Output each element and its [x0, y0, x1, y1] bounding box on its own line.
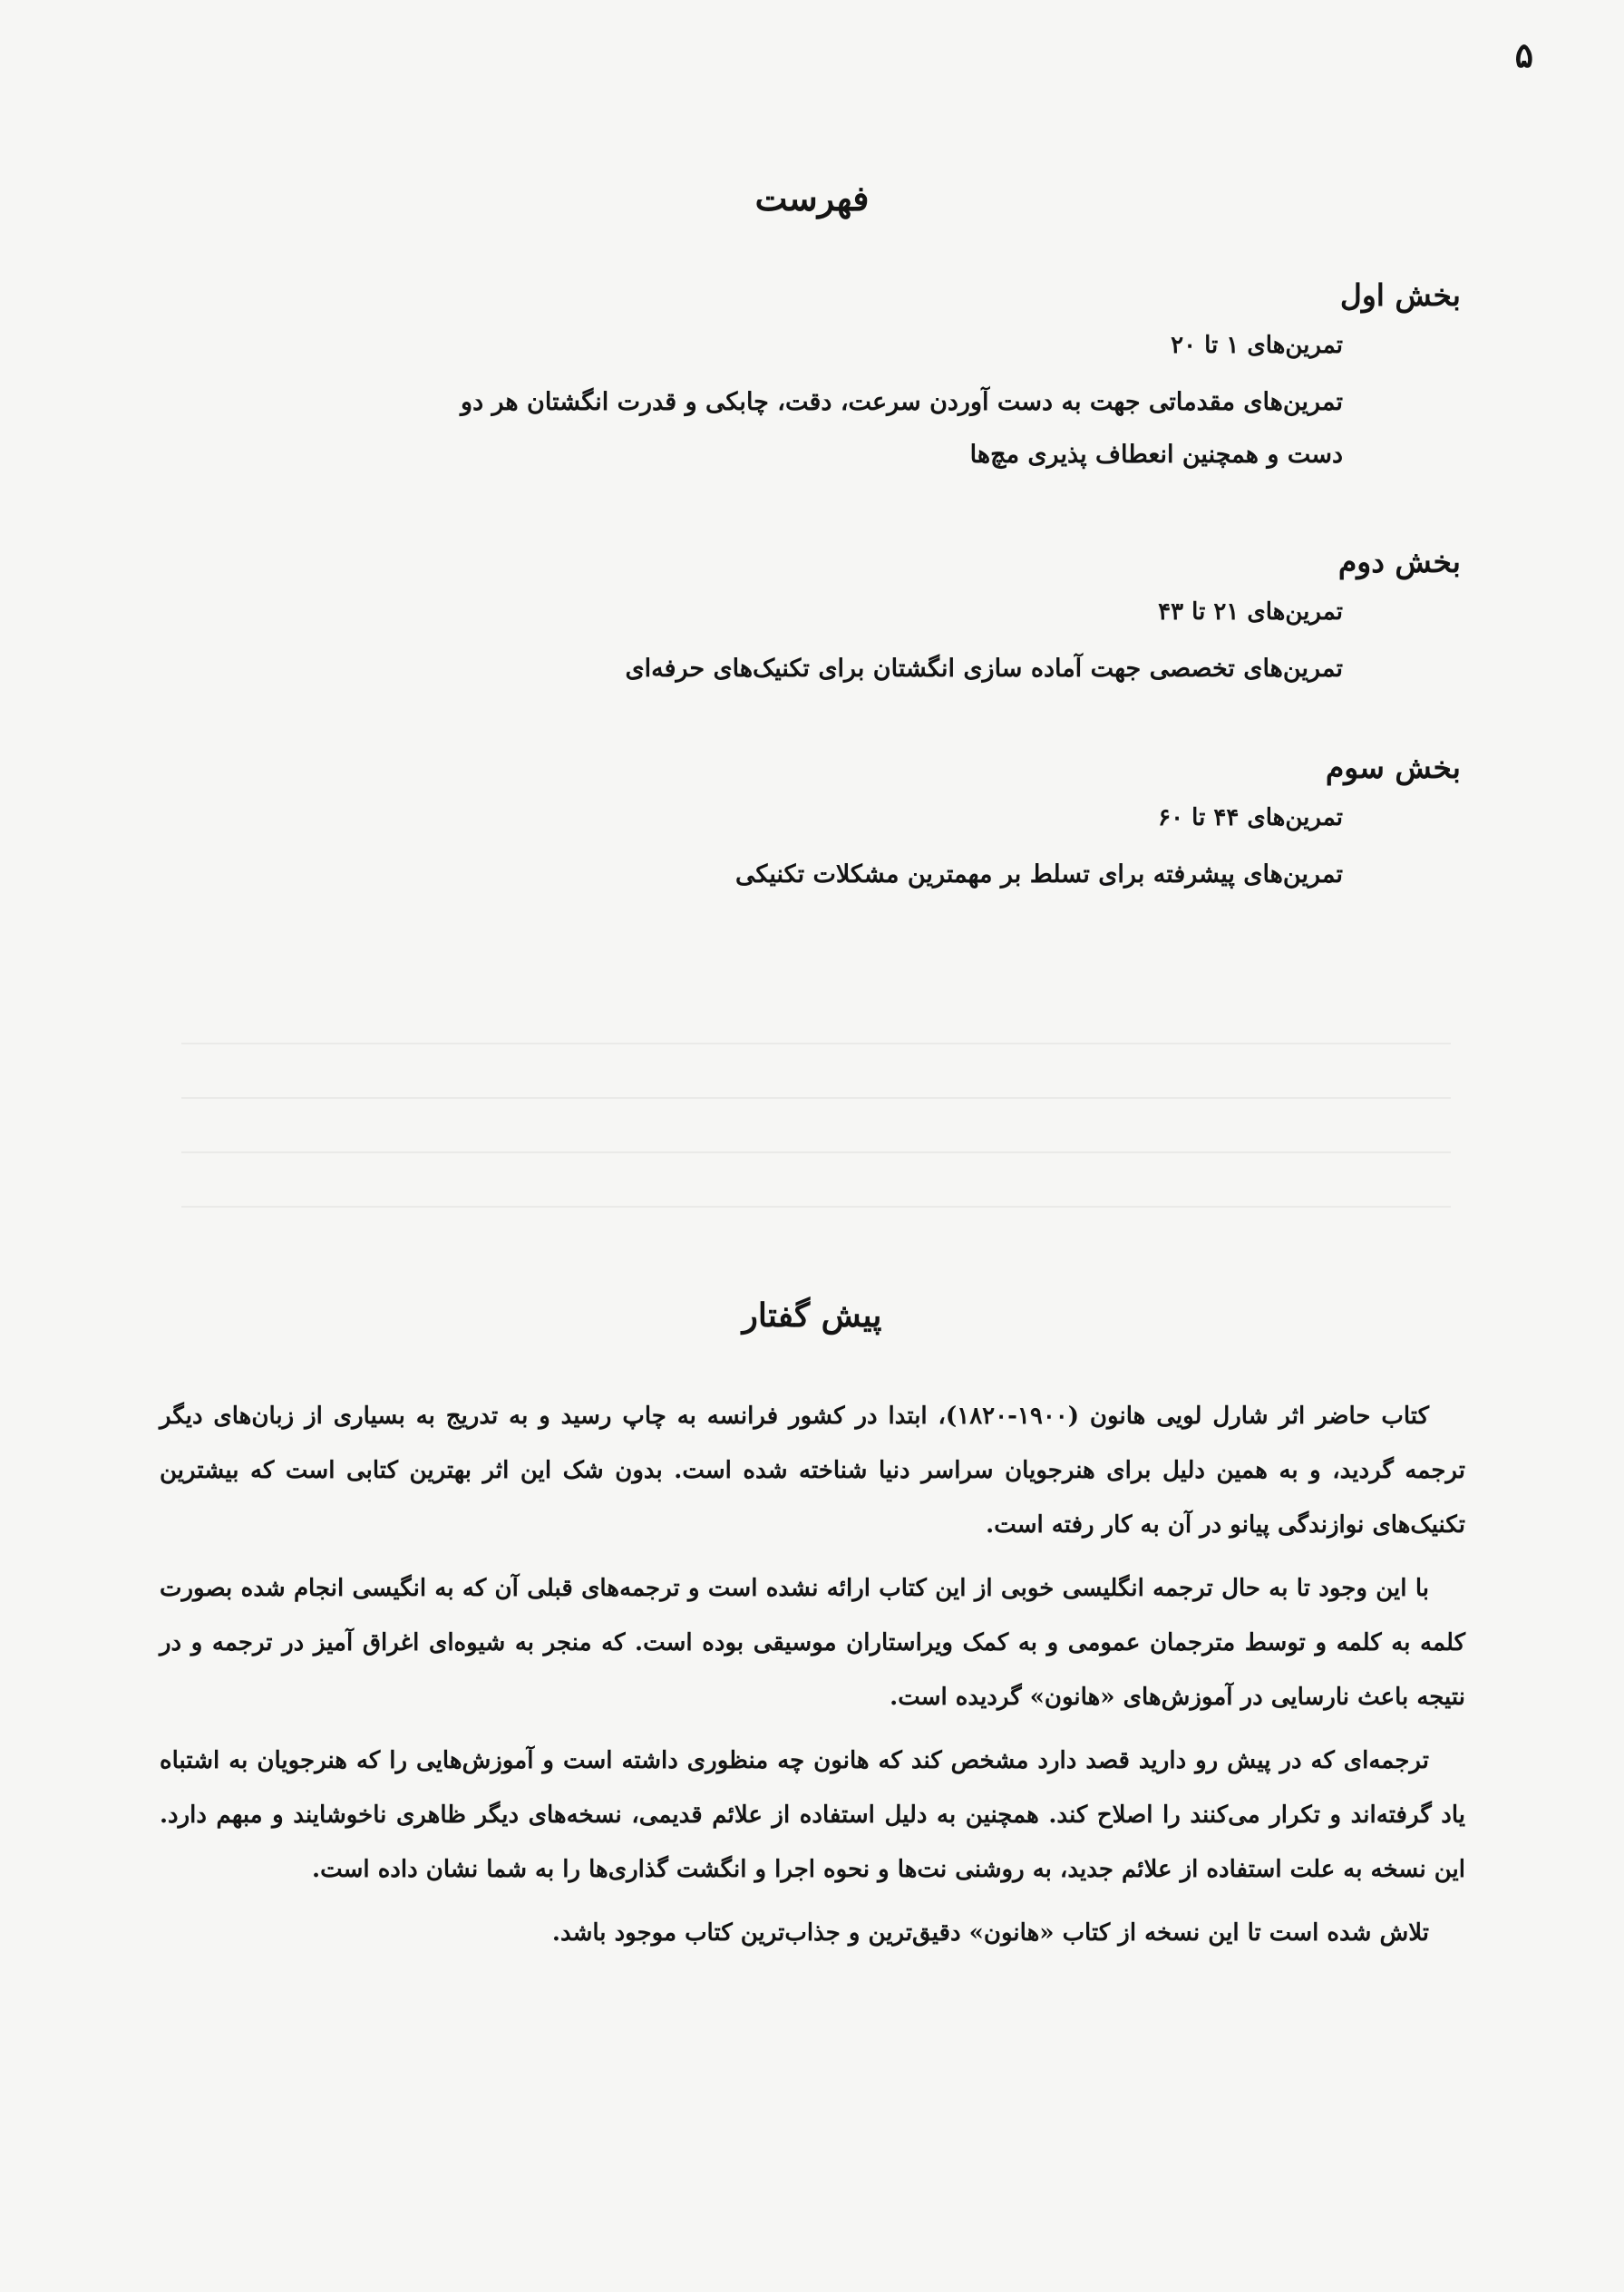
section-description: تمرین‌های تخصصی جهت آماده سازی انگشتان برای تکنیک‌های حرفه‌ای: [625, 654, 1343, 683]
preface-paragraph: تلاش شده است تا این نسخه از کتاب «هانون» دقیق‌ترین و جذاب‌ترین کتاب موجود باشد.: [551, 1919, 1429, 1947]
toc-section-2: [191, 544, 1461, 695]
preface-paragraph: کتاب حاضر اثر شارل لویی هانون (۱۹۰۰-۱۸۲۰)، ابتدا در کشور فرانسه به چاپ رسید و به تدریج به بسیاری از زبان‌های دیگر ترجمه گردید، و به همین دلیل برای هنرجویان سراسر دنیا شناخته شده است. بدون شک این اثر بهترین کتابی است که بیشترین تکنیک‌های نوازندگی پیانو در آن به کار رفته است.: [160, 1403, 1465, 1539]
section-range: تمرین‌های ۱ تا ۲۰: [1171, 331, 1343, 359]
toc-section-3: [191, 750, 1461, 901]
section-heading: بخش اول: [1339, 277, 1461, 313]
toc-title: فهرست: [754, 178, 870, 219]
preface-title: پیش گفتار: [742, 1297, 882, 1335]
section-description: تمرین‌های مقدماتی جهت به دست آوردن سرعت، دقت، چابکی و قدرت انگشتان هر دو دست و همچنین انعطاف پذیری مچ‌ها: [461, 387, 1343, 469]
section-range: تمرین‌های ۴۴ تا ۶۰: [1158, 803, 1343, 831]
preface-paragraph: ترجمه‌ای که در پیش رو دارید قصد دارد مشخص کند که هانون چه منظوری داشته است و آموزش‌هایی را که هنرجویان به اشتباه یاد گرفته‌اند و تکرار می‌کنند را اصلاح کند. همچنین به دلیل استفاده از علائم قدیمی، نسخه‌های دیگر ظاهری ناخوشایند و مبهم دارد. این نسخه به علت استفاده از علائم جدید، به روشنی نت‌ها و نحوه اجرا و انگشت گذاری‌ها را به شما نشان داده است.: [160, 1747, 1465, 1883]
section-heading: بخش دوم: [1337, 544, 1461, 579]
preface-body: [160, 1389, 1465, 1969]
toc-section-1: [191, 277, 1461, 481]
faint-bleed-through: [181, 1043, 1451, 1242]
page-number: ۵: [1514, 34, 1533, 75]
preface-paragraph: با این وجود تا به حال ترجمه انگلیسی خوبی از این کتاب ارائه نشده است و ترجمه‌های قبلی آن که به انگیسی انجام شده بصورت کلمه به کلمه و توسط مترجمان عمومی و به کمک ویراستاران موسیقی بوده است. که منجر به شیوه‌ای اغراق آمیز در ترجمه و در نتیجه باعث نارسایی در آموزش‌های «هانون» گردیده است.: [160, 1575, 1465, 1711]
section-heading: بخش سوم: [1325, 750, 1461, 785]
section-description: تمرین‌های پیشرفته برای تسلط بر مهمترین مشکلات تکنیکی: [734, 860, 1343, 889]
section-range: تمرین‌های ۲۱ تا ۴۳: [1158, 597, 1343, 626]
